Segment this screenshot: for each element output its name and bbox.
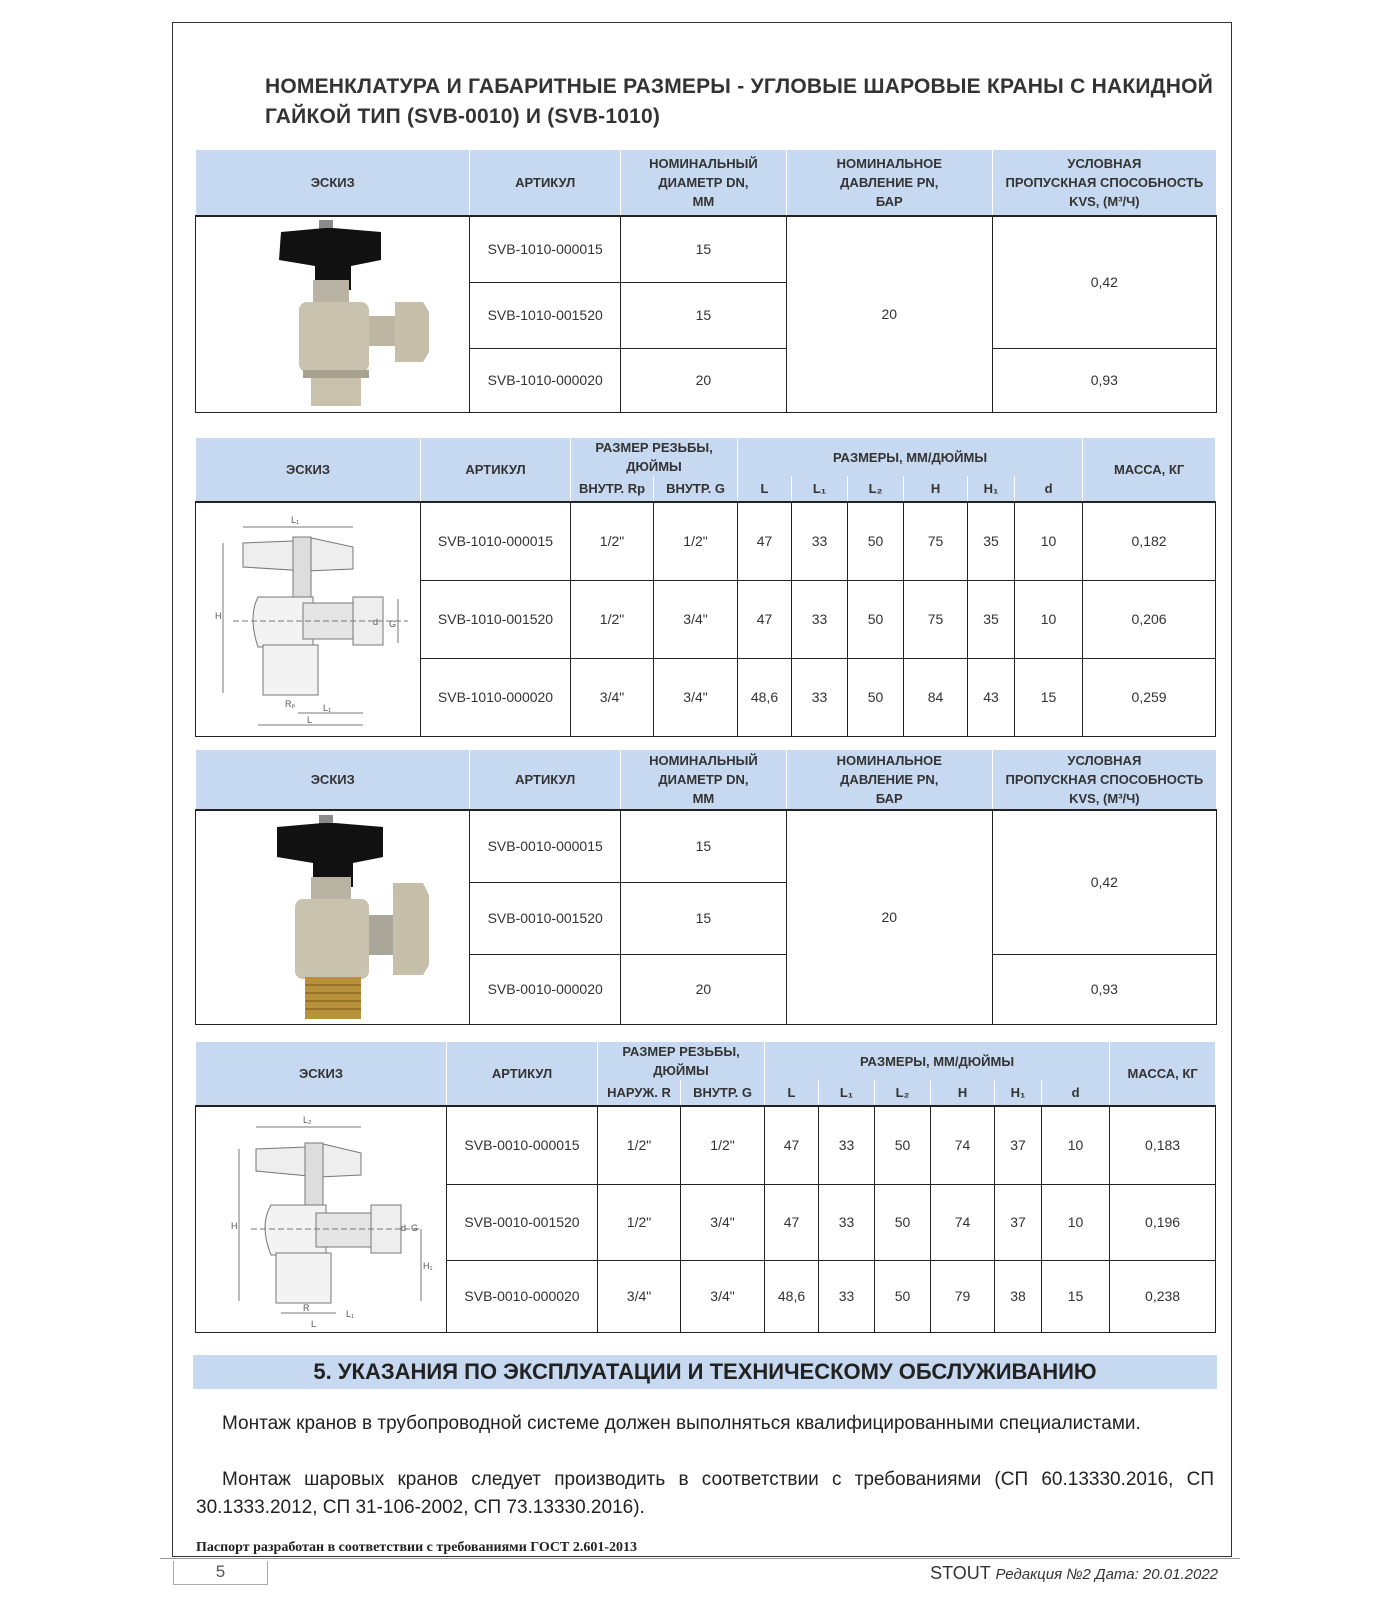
footer-divider xyxy=(160,1558,1240,1559)
header-mass: МАССА, КГ xyxy=(1110,1042,1216,1106)
header-H1: H₁ xyxy=(995,1080,1042,1106)
valve-drawing-female xyxy=(203,507,413,731)
article-cell: SVB-1010-001520 xyxy=(421,580,571,658)
header-dn: НОМИНАЛЬНЫЙ ДИАМЕТР DN, ММ xyxy=(620,750,786,810)
svg-text:H₁: H₁ xyxy=(423,1261,433,1272)
kvs-cell: 0,93 xyxy=(992,348,1216,412)
mass-cell: 0,238 xyxy=(1110,1260,1216,1332)
dn-cell: 20 xyxy=(620,348,786,412)
section-5-heading: 5. УКАЗАНИЯ ПО ЭКСПЛУАТАЦИИ И ТЕХНИЧЕСКОМУ ОБСЛУЖИВАНИЮ xyxy=(193,1355,1217,1389)
L2-cell: 50 xyxy=(848,658,904,736)
kvs-cell: 0,42 xyxy=(992,810,1216,954)
revision-info: Редакция №2 Дата: 20.01.2022 xyxy=(995,1566,1218,1583)
article-cell: SVB-0010-001520 xyxy=(447,1184,598,1260)
dimensions-table-svb-1010 xyxy=(195,438,1216,737)
article-cell: SVB-0010-000020 xyxy=(447,1260,598,1332)
header-L1: L₁ xyxy=(792,476,848,502)
footer-brand xyxy=(930,1563,1218,1584)
svg-text:G: G xyxy=(411,1223,419,1234)
thread-b-cell: 1/2" xyxy=(654,502,738,580)
header-thread-a: НАРУЖ. R xyxy=(598,1080,681,1106)
header-d: d xyxy=(1042,1080,1110,1106)
svg-text:Rₚ: Rₚ xyxy=(285,699,296,710)
d-cell: 15 xyxy=(1042,1260,1110,1332)
thread-a-cell: 1/2" xyxy=(571,502,654,580)
L-cell: 48,6 xyxy=(765,1260,819,1332)
L1-cell: 33 xyxy=(792,658,848,736)
svg-text:G: G xyxy=(389,619,397,630)
header-dimensions: РАЗМЕРЫ, ММ/ДЮЙМЫ xyxy=(765,1042,1110,1080)
header-L2: L₂ xyxy=(875,1080,931,1106)
H-cell: 74 xyxy=(931,1106,995,1184)
header-H1: H₁ xyxy=(968,476,1015,502)
H-cell: 84 xyxy=(904,658,968,736)
thread-b-cell: 3/4" xyxy=(681,1184,765,1260)
header-article: АРТИКУЛ xyxy=(447,1042,598,1106)
header-pn: НОМИНАЛЬНОЕ ДАВЛЕНИЕ PN, БАР xyxy=(786,750,992,810)
thread-a-cell: 3/4" xyxy=(598,1260,681,1332)
valve-photo-cell xyxy=(196,810,470,1024)
mass-cell: 0,259 xyxy=(1083,658,1216,736)
H-cell: 74 xyxy=(931,1184,995,1260)
L1-cell: 33 xyxy=(819,1106,875,1184)
article-cell: SVB-1010-001520 xyxy=(470,282,621,348)
L-cell: 47 xyxy=(738,502,792,580)
L1-cell: 33 xyxy=(792,502,848,580)
valve-drawing-cell xyxy=(196,502,421,736)
header-thread: РАЗМЕР РЕЗЬБЫ, ДЮЙМЫ xyxy=(598,1042,765,1080)
svg-text:L₁: L₁ xyxy=(323,703,332,714)
H-cell: 79 xyxy=(931,1260,995,1332)
header-sketch: ЭСКИЗ xyxy=(196,1042,447,1106)
L2-cell: 50 xyxy=(848,580,904,658)
table-row xyxy=(196,1106,1216,1184)
L2-cell: 50 xyxy=(875,1260,931,1332)
L-cell: 47 xyxy=(738,580,792,658)
table-row xyxy=(196,216,1217,282)
svg-text:H: H xyxy=(215,611,222,622)
header-thread: РАЗМЕР РЕЗЬБЫ, ДЮЙМЫ xyxy=(571,438,738,476)
header-L1: L₁ xyxy=(819,1080,875,1106)
H-cell: 75 xyxy=(904,580,968,658)
article-cell: SVB-1010-000015 xyxy=(421,502,571,580)
L1-cell: 33 xyxy=(819,1260,875,1332)
H1-cell: 37 xyxy=(995,1106,1042,1184)
article-cell: SVB-0010-000020 xyxy=(470,954,621,1024)
section-5-paragraph-1: Монтаж кранов в трубопроводной системе должен выполняться квалифицированными специалистами. xyxy=(222,1413,1141,1434)
H1-cell: 35 xyxy=(968,580,1015,658)
L-cell: 47 xyxy=(765,1184,819,1260)
svg-text:L: L xyxy=(311,1319,317,1330)
thread-a-cell: 1/2" xyxy=(598,1106,681,1184)
article-cell: SVB-0010-001520 xyxy=(470,882,621,954)
header-mass: МАССА, КГ xyxy=(1083,438,1216,502)
header-L: L xyxy=(738,476,792,502)
valve-photo-cell xyxy=(196,216,470,412)
article-cell: SVB-0010-000015 xyxy=(470,810,621,882)
svg-text:L₁: L₁ xyxy=(291,515,300,526)
table-header-row xyxy=(196,150,1217,216)
article-cell: SVB-1010-000020 xyxy=(470,348,621,412)
svg-text:d: d xyxy=(373,617,379,628)
dn-cell: 15 xyxy=(620,216,786,282)
L1-cell: 33 xyxy=(819,1184,875,1260)
header-thread-b: ВНУТР. G xyxy=(681,1080,765,1106)
table-header-row xyxy=(196,1042,1216,1080)
table-row xyxy=(196,810,1217,882)
header-sketch: ЭСКИЗ xyxy=(196,438,421,502)
H1-cell: 43 xyxy=(968,658,1015,736)
d-cell: 10 xyxy=(1042,1106,1110,1184)
valve-drawing-cell xyxy=(196,1106,447,1332)
svg-text:d: d xyxy=(401,1223,407,1234)
header-H: H xyxy=(904,476,968,502)
H1-cell: 37 xyxy=(995,1184,1042,1260)
section-5-paragraph-2: Монтаж шаровых кранов следует производить в соответствии с требованиями (СП 60.13330.2016, СП 30.1333.2012, СП 31-106-2002, СП 73.13330.2016). xyxy=(196,1469,1214,1518)
L-cell: 48,6 xyxy=(738,658,792,736)
L1-cell: 33 xyxy=(792,580,848,658)
d-cell: 10 xyxy=(1015,502,1083,580)
mass-cell: 0,182 xyxy=(1083,502,1216,580)
header-thread-a: ВНУТР. Rp xyxy=(571,476,654,502)
page-title: НОМЕНКЛАТУРА И ГАБАРИТНЫЕ РАЗМЕРЫ - УГЛОВЫЕ ШАРОВЫЕ КРАНЫ С НАКИДНОЙ ГАЙКОЙ ТИП (SVB-0010) И (SVB-1010) xyxy=(265,75,1213,128)
header-article: АРТИКУЛ xyxy=(421,438,571,502)
svg-text:L₂: L₂ xyxy=(303,1115,312,1126)
nominal-table-svb-1010 xyxy=(195,150,1217,413)
header-dimensions: РАЗМЕРЫ, ММ/ДЮЙМЫ xyxy=(738,438,1083,476)
thread-a-cell: 3/4" xyxy=(571,658,654,736)
header-kvs: УСЛОВНАЯ ПРОПУСКНАЯ СПОСОБНОСТЬ KVS, (М³/Ч) xyxy=(992,750,1216,810)
header-L2: L₂ xyxy=(848,476,904,502)
article-cell: SVB-1010-000020 xyxy=(421,658,571,736)
thread-b-cell: 3/4" xyxy=(681,1260,765,1332)
header-pn: НОМИНАЛЬНОЕ ДАВЛЕНИЕ PN, БАР xyxy=(786,150,992,216)
mass-cell: 0,183 xyxy=(1110,1106,1216,1184)
thread-a-cell: 1/2" xyxy=(598,1184,681,1260)
dn-cell: 15 xyxy=(620,282,786,348)
nominal-table-svb-0010 xyxy=(195,750,1217,1025)
article-cell: SVB-1010-000015 xyxy=(470,216,621,282)
page-number: 5 xyxy=(173,1561,268,1585)
L2-cell: 50 xyxy=(875,1106,931,1184)
article-cell: SVB-0010-000015 xyxy=(447,1106,598,1184)
H1-cell: 35 xyxy=(968,502,1015,580)
L-cell: 47 xyxy=(765,1106,819,1184)
header-article: АРТИКУЛ xyxy=(470,750,621,810)
kvs-cell: 0,42 xyxy=(992,216,1216,348)
thread-b-cell: 3/4" xyxy=(654,580,738,658)
valve-photo-female xyxy=(233,220,433,408)
dimensions-table-svb-0010 xyxy=(195,1042,1216,1333)
valve-photo-male xyxy=(233,815,433,1020)
mass-cell: 0,206 xyxy=(1083,580,1216,658)
svg-text:L: L xyxy=(307,715,313,726)
thread-b-cell: 3/4" xyxy=(654,658,738,736)
pn-cell: 20 xyxy=(786,810,992,1024)
H-cell: 75 xyxy=(904,502,968,580)
thread-b-cell: 1/2" xyxy=(681,1106,765,1184)
header-H: H xyxy=(931,1080,995,1106)
header-kvs: УСЛОВНАЯ ПРОПУСКНАЯ СПОСОБНОСТЬ KVS, (М³/Ч) xyxy=(992,150,1216,216)
table-header-row xyxy=(196,750,1217,810)
table-row xyxy=(196,502,1216,580)
header-article: АРТИКУЛ xyxy=(470,150,621,216)
brand-name: STOUT xyxy=(930,1563,991,1583)
valve-drawing-male xyxy=(211,1109,431,1329)
dn-cell: 15 xyxy=(620,882,786,954)
dn-cell: 15 xyxy=(620,810,786,882)
svg-text:L₁: L₁ xyxy=(346,1309,355,1320)
H1-cell: 38 xyxy=(995,1260,1042,1332)
L2-cell: 50 xyxy=(875,1184,931,1260)
pn-cell: 20 xyxy=(786,216,992,412)
L2-cell: 50 xyxy=(848,502,904,580)
d-cell: 10 xyxy=(1042,1184,1110,1260)
footer-gost-note: Паспорт разработан в соответствии с требованиями ГОСТ 2.601-2013 xyxy=(196,1540,637,1555)
header-L: L xyxy=(765,1080,819,1106)
kvs-cell: 0,93 xyxy=(992,954,1216,1024)
header-dn: НОМИНАЛЬНЫЙ ДИАМЕТР DN, ММ xyxy=(620,150,786,216)
dn-cell: 20 xyxy=(620,954,786,1024)
header-thread-b: ВНУТР. G xyxy=(654,476,738,502)
svg-text:H: H xyxy=(231,1221,238,1232)
svg-text:R: R xyxy=(303,1303,310,1314)
mass-cell: 0,196 xyxy=(1110,1184,1216,1260)
thread-a-cell: 1/2" xyxy=(571,580,654,658)
header-d: d xyxy=(1015,476,1083,502)
table-header-row xyxy=(196,438,1216,476)
header-sketch: ЭСКИЗ xyxy=(196,750,470,810)
d-cell: 15 xyxy=(1015,658,1083,736)
d-cell: 10 xyxy=(1015,580,1083,658)
header-sketch: ЭСКИЗ xyxy=(196,150,470,216)
